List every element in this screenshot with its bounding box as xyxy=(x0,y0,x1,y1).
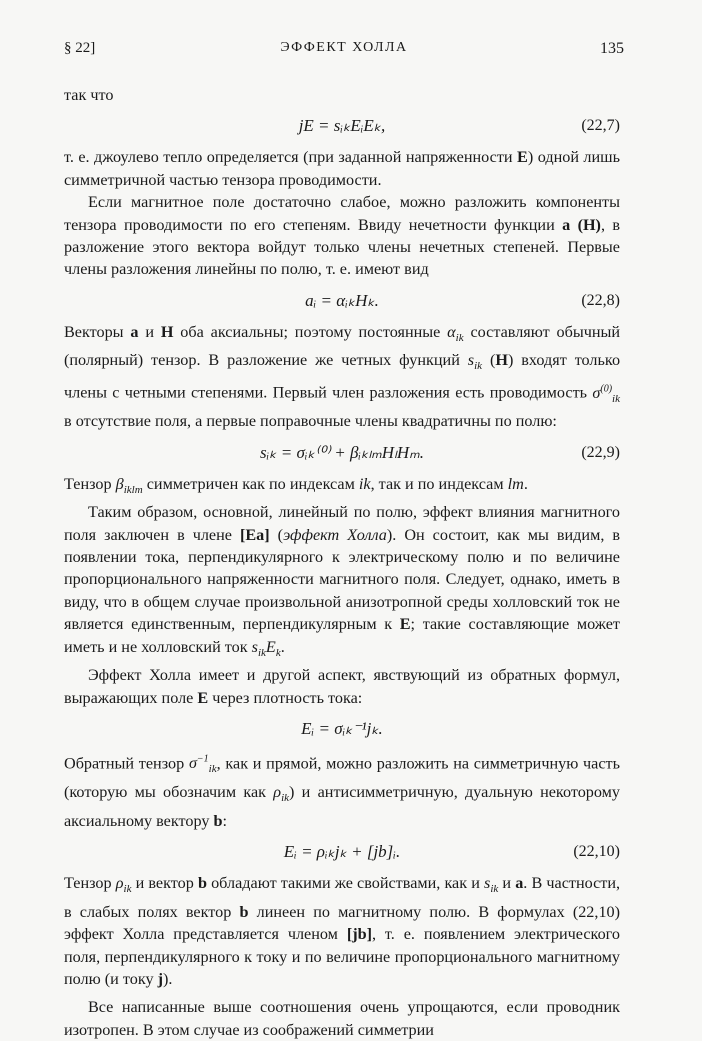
running-title: ЭФФЕКТ ХОЛЛА xyxy=(280,40,408,55)
equation-22-7 xyxy=(64,106,620,146)
equation-inverse xyxy=(64,709,620,749)
equation-number: (22,9) xyxy=(581,443,620,461)
paragraph: Таким образом, основной, линейный по полю, эффект влияния магнитного поля заключен в члене [Ea] (эффект Холла). Он состоит, как мы видим, в появлении тока, перпендикулярного к электрическому полю и по величине пропорционального напряженности магнитного поля. Следует, однако, иметь в виду, что в общем случае произвольной анизотропной среды холловский ток не является единственным, перпендикулярным к E; такие составляющие может иметь и не холловский ток $s_{ik}E_k$. xyxy=(64,503,621,659)
paragraph: Эффект Холла имеет и другой аспект, явствующий из обратных формул, выражающих поле E через плотность тока: xyxy=(64,666,620,707)
paragraph: Тензор $\rho_{ik}$ и вектор b обладают такими же свойствами, как и $s_{ik}$ и a. В частности, в слабых полях вектор b линеен по магнитному полю. В формулах (22,10) эффект Холла представляется членом [jb], т. е. появлением электрического поля, перпендикулярного к току и по величине пропорционального магнитному полю (и току j). xyxy=(64,874,621,989)
page-header xyxy=(64,40,624,64)
paragraph: Обратный тензор $\sigma^{-1}_{ik}$, как и прямой, можно разложить на симметричную часть (которую мы обозначим как $\rho_{ik}$) и антисимметричную, дуальную некоторому аксиальному вектору b: xyxy=(64,754,621,830)
equation-formula: aᵢ = αᵢₖHₖ. xyxy=(305,290,379,310)
equation-formula: Eᵢ = ρᵢₖjₖ + [jb]ᵢ. xyxy=(283,842,401,862)
paragraph: Векторы a и H оба аксиальны; поэтому постоянные $\alpha_{ik}$ составляют обычный (полярный) тензор. В разложение же четных функций $s_{ik}$ (H) входят только члены с четными степенями. Первый член разложения есть проводимость $\sigma^{(0)}_{ik}$ в отсутствие поля, а первые поправочные члены квадратичны по полю: xyxy=(64,322,621,431)
section-number: § 22] xyxy=(64,40,96,56)
equation-22-10 xyxy=(64,832,620,872)
equation-22-8 xyxy=(64,281,620,321)
page-number: 135 xyxy=(600,40,624,57)
page-body xyxy=(64,84,620,1041)
equation-formula: sᵢₖ = σᵢₖ⁽⁰⁾ + βᵢₖₗₘHₗHₘ. xyxy=(260,442,424,462)
paragraph: Тензор $\beta_{iklm}$ симметричен как по индексам ik, так и по индексам lm. xyxy=(64,474,528,496)
equation-number: (22,10) xyxy=(573,843,620,861)
paragraph: Все написанные выше соотношения очень упрощаются, если проводник изотропен. В этом случае из соображений симметрии xyxy=(64,998,620,1039)
equation-number: (22,8) xyxy=(581,291,620,309)
equation-formula: jE = sᵢₖEᵢEₖ, xyxy=(298,116,386,136)
paragraph: т. е. джоулево тепло определяется (при заданной напряженности E) одной лишь симметричной частью тензора проводимости. xyxy=(64,148,621,189)
paragraph: Если магнитное поле достаточно слабое, можно разложить компоненты тензора проводимости по его степеням. Ввиду нечетности функции a (H), в разложение этого вектора войдут только члены нечетных степеней. Первые члены разложения линейны по полю, т. е. имеют вид xyxy=(64,193,621,279)
equation-22-9 xyxy=(64,433,620,473)
equation-number: (22,7) xyxy=(581,117,620,135)
equation-formula: Eᵢ = σᵢₖ⁻¹jₖ. xyxy=(301,719,383,739)
paragraph: так что xyxy=(64,86,114,104)
